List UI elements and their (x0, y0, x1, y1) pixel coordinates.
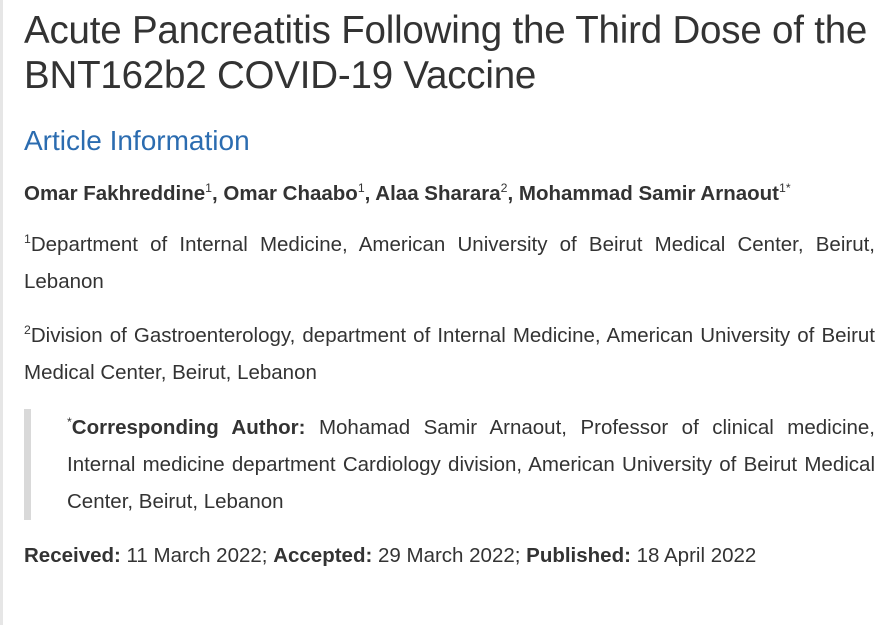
affiliation-number: 1 (24, 232, 31, 247)
affiliation-number: 2 (24, 323, 31, 338)
accepted-date: 29 March 2022; (372, 544, 527, 567)
section-heading: Article Information (24, 125, 250, 156)
received-label: Received: (24, 544, 121, 567)
author-affiliation-mark: 1* (779, 181, 791, 196)
author-name[interactable]: Omar Fakhreddine (24, 182, 206, 205)
author-name[interactable]: Alaa Sharara (375, 182, 501, 205)
corresponding-text: Mohamad Samir Arnaout, Professor of clinical medicine, Internal medicine department Cardiology division, American University of Beirut Medical Center, Beirut, Lebanon (67, 416, 875, 513)
left-border (0, 0, 3, 625)
publication-dates (24, 537, 875, 574)
author-affiliation-mark: 2 (500, 181, 508, 196)
corresponding-label: Corresponding Author: (71, 416, 306, 439)
affiliation-2 (24, 317, 875, 391)
published-label: Published: (526, 544, 631, 567)
author-separator: , (507, 182, 519, 205)
author-separator: , (211, 182, 224, 205)
article-title: Acute Pancreatitis Following the Third Dose of the BNT162b2 COVID-19 Vaccine (24, 9, 868, 97)
corresponding-author-block (24, 409, 875, 520)
published-date: 18 April 2022 (630, 544, 757, 567)
affiliation-1 (24, 226, 875, 300)
received-date: 11 March 2022; (120, 544, 274, 567)
author-affiliation-mark: 1 (205, 181, 212, 196)
corresponding-mark: * (67, 415, 72, 430)
affiliation-text: Department of Internal Medicine, American University of Beirut Medical Center, Beirut, Lebanon (24, 233, 875, 293)
article-info-page (24, 0, 875, 574)
author-name[interactable]: Omar Chaabo (223, 182, 358, 205)
affiliation-text: Division of Gastroenterology, department of Internal Medicine, American University of Beirut Medical Center, Beirut, Lebanon (24, 324, 875, 384)
author-affiliation-mark: 1 (357, 181, 365, 196)
author-name[interactable]: Mohammad Samir Arnaout (518, 182, 779, 205)
accepted-label: Accepted: (273, 544, 373, 567)
author-separator: , (364, 182, 376, 205)
author-list (24, 175, 875, 212)
